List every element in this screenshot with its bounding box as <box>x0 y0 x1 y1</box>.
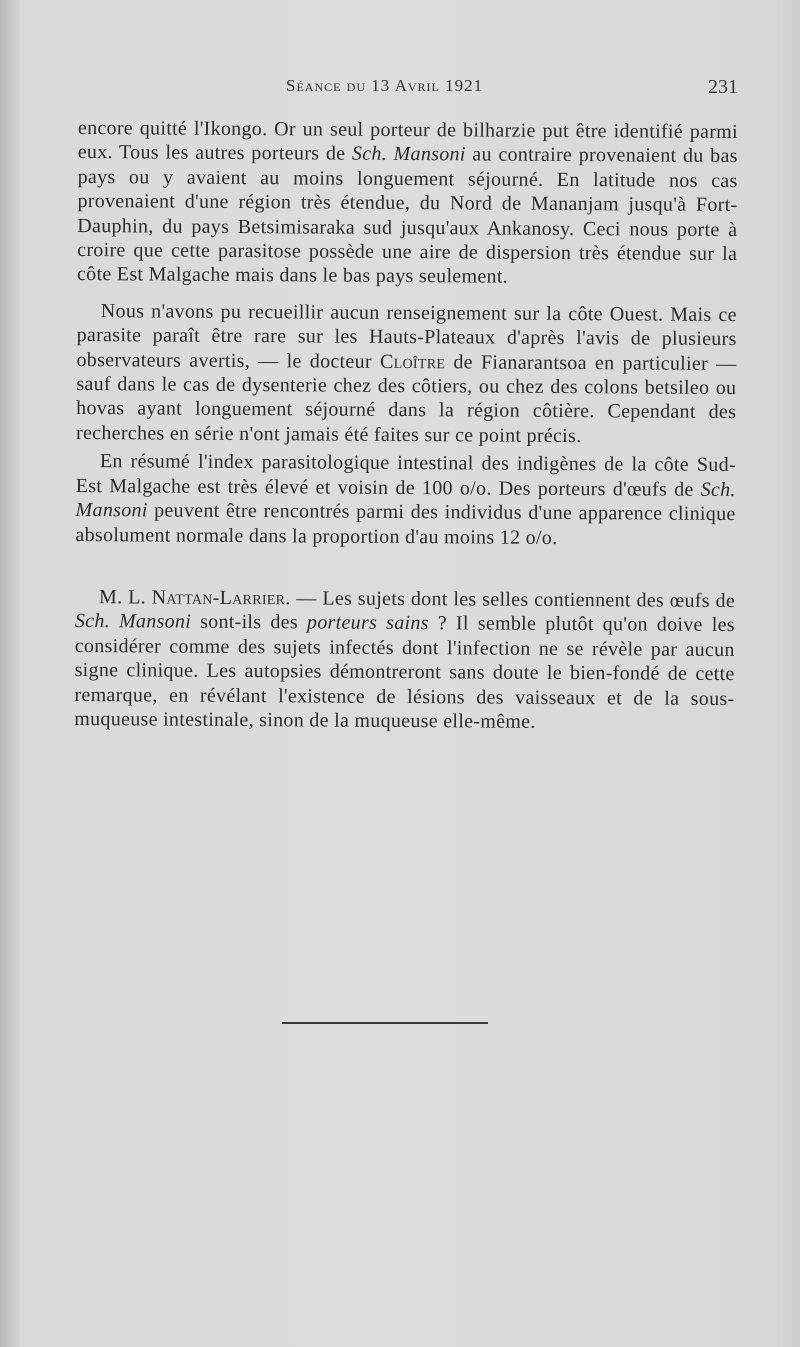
paragraph-4-text-cont: sont-ils des <box>191 611 308 634</box>
running-head: Séance du 13 Avril 1921 <box>286 76 484 95</box>
paragraph-1 <box>77 116 738 291</box>
page-spine-shadow <box>0 0 20 1347</box>
speaker-name: Nattan-Larrier <box>151 586 286 610</box>
paragraph-2 <box>76 299 737 449</box>
emphasis-text: porteurs sains <box>306 611 429 635</box>
paragraph-2-text: Nous n'avons pu recueillir aucun renseignement sur la côte Ouest. Mais ce parasite paraît être rare sur les Hauts-Plateaux d'après l'avis de plusieurs observateurs avertis, — le docteur <box>76 299 737 373</box>
paragraph-3-text-cont: peuvent être rencontrés parmi des individus d'une apparence clinique absolument normale dans la proportion d'au moins 12 o/o. <box>75 499 736 549</box>
paragraph-4-text: . — Les sujets dont les selles contiennent des œufs de <box>285 587 736 612</box>
paragraph-1-text: encore quitté l'Ikongo. Or un seul porteur de bilharzie put être identifié parmi eux. Tous les autres porteurs de <box>77 116 738 166</box>
page-number: 231 <box>708 76 738 98</box>
page-header <box>78 76 738 106</box>
paragraph-3 <box>75 449 736 551</box>
paragraph-4-text-end: ? Il semble plutôt qu'on doive les considérer comme des sujets infectés dont l'infection ne se révèle par aucun signe clinique. Les autopsies démontreront sans doute le bien-fondé de cette remarque, en révélant l'existence de lésions des vaisseaux et de la sous-muqueuse intestinale, sinon de la muqueuse elle-même. <box>74 612 735 733</box>
paragraph-4 <box>74 585 735 735</box>
paragraph-3-text: En résumé l'index parasitologique intestinal des indigènes de la côte Sud-Est Malgache est très élevé et voisin de 100 o/o. Des porteurs d'œufs de <box>75 450 736 501</box>
species-name: Sch. Mansoni <box>74 610 192 634</box>
body-text <box>74 116 738 735</box>
speaker-prefix: M. L. <box>98 586 152 609</box>
paragraph-2-text-cont: de Fianarantsoa en particulier — sauf dans le cas de dysenterie chez des côtiers, ou chez des colons betsileo ou hovas ayant longuement séjourné dans la région côtière. Cependant des recherches en série n'ont jamais été faites sur ce point précis. <box>75 350 737 447</box>
species-name: Sch. Mansoni <box>75 478 736 522</box>
section-divider-rule <box>282 1022 488 1024</box>
species-name: Sch. Mansoni <box>351 143 466 166</box>
person-name: Cloître <box>379 350 446 373</box>
paragraph-1-text-cont: au contraire provenaient du bas pays ou y avaient au moins longuement séjourné. En latitude nos cas provenaient d'une région très étendue, du Nord de Mananjam jusqu'à Fort-Dauphin, du pays Betsimisaraka sud jusqu'aux Ankanosy. Ceci nous porte à croire que cette parasitose possède une aire de dispersion très étendue sur la côte Est Malgache mais dans le bas pays seulement. <box>76 143 738 289</box>
